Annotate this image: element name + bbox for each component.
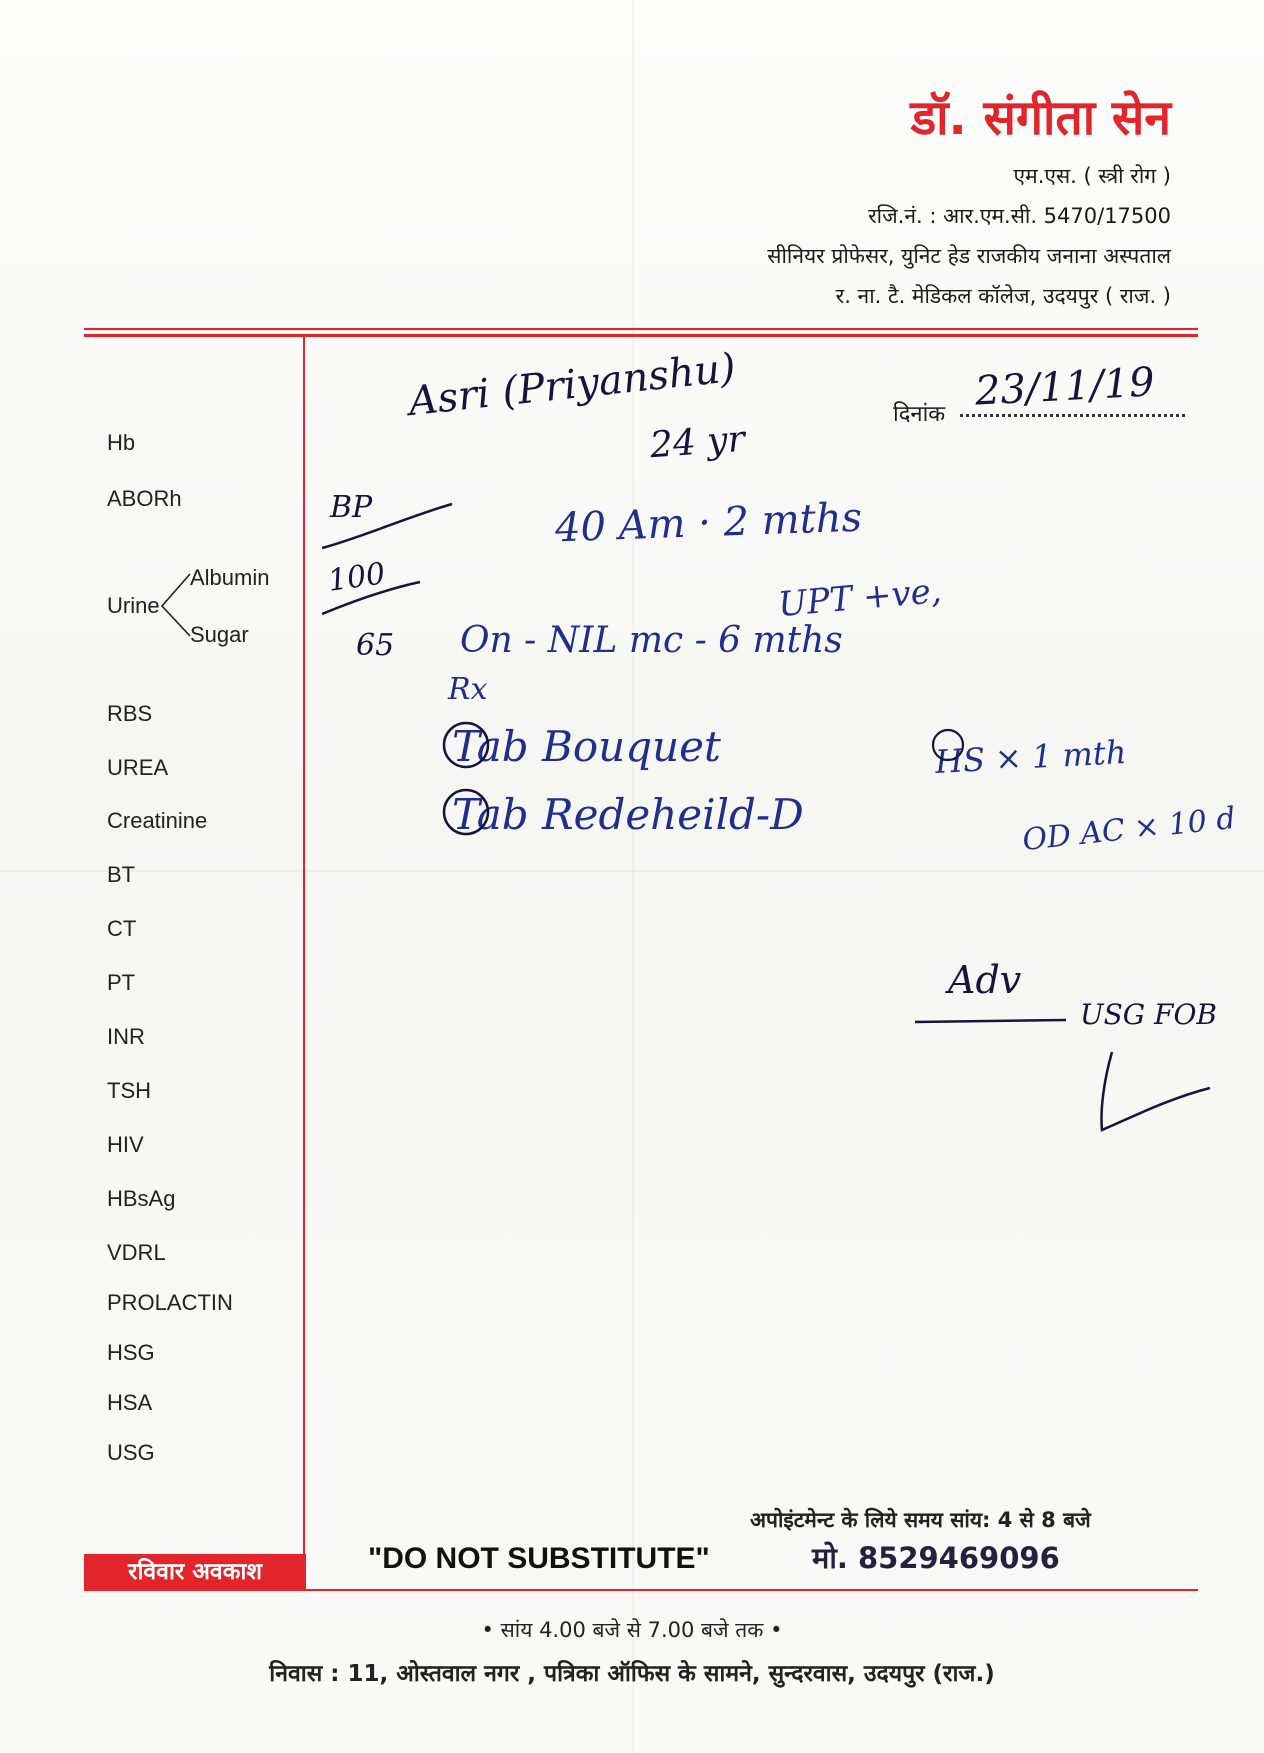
advice-note: USG FOB (1080, 998, 1218, 1031)
history-line-1: 40 Am · 2 mths (554, 494, 863, 552)
test-tsh: TSH (107, 1078, 151, 1103)
test-prolactin: PROLACTIN (107, 1290, 233, 1315)
doctor-designation: सीनियर प्रोफेसर, युनिट हेड राजकीय जनाना अस्पताल (767, 244, 1171, 268)
test-pt: PT (107, 970, 136, 995)
medical-college: र. ना. टै. मेडिकल कॉलेज, उदयपुर ( राज. ) (835, 284, 1171, 308)
registration-number: रजि.नं. : आर.एम.सी. 5470/17500 (868, 204, 1171, 228)
appointment-timing: अपोइंटमेन्ट के लिये समय सांय: 4 से 8 बजे (750, 1508, 1091, 1532)
test-urine-sugar: Sugar (190, 622, 249, 647)
test-creatinine: Creatinine (107, 808, 208, 833)
test-rbs: RBS (107, 701, 153, 726)
test-inr: INR (107, 1024, 145, 1049)
test-hsg: HSG (107, 1340, 155, 1365)
bp-systolic: 100 (325, 556, 388, 599)
test-hiv: HIV (107, 1132, 144, 1157)
do-not-substitute: "DO NOT SUBSTITUTE" (368, 1542, 710, 1575)
medicine-1-dose: HS × 1 mth (934, 733, 1128, 781)
prescription-date: 23/11/19 (973, 359, 1156, 415)
test-ct: CT (107, 916, 137, 941)
test-vdrl: VDRL (107, 1240, 166, 1265)
rx-symbol: Rx (448, 672, 488, 707)
advice-label: Adv (948, 958, 1022, 1002)
date-label: दिनांक (893, 402, 946, 427)
doctor-degree: एम.एस. ( स्त्री रोग ) (1013, 164, 1171, 188)
test-usg: USG (107, 1440, 155, 1465)
patient-name: Asri (Priyanshu) (406, 344, 738, 426)
medicine-1: Tab Bouquet (452, 722, 721, 771)
history-line-2: On - NIL mc - 6 mths (460, 620, 843, 661)
bp-diastolic: 65 (356, 628, 395, 663)
test-hsa: HSA (107, 1390, 153, 1415)
patient-age: 24 yr (648, 418, 747, 467)
mobile-number: मो. 8529469096 (812, 1541, 1060, 1575)
medicine-2-dose: OD AC × 10 d (1020, 800, 1238, 859)
test-hbsag: HBsAg (107, 1186, 176, 1211)
bp-label: BP (330, 490, 373, 525)
doctor-name: डॉ. संगीता सेन (910, 90, 1171, 146)
clinic-timing: • सांय 4.00 बजे से 7.00 बजे तक • (481, 1618, 783, 1642)
clinic-address: निवास : 11, ओस्तवाल नगर , पत्रिका ऑफिस के सामने, सुन्दरवास, उदयपुर (राज.) (269, 1661, 995, 1687)
test-urine: Urine (107, 593, 160, 618)
test-urea: UREA (107, 755, 169, 780)
history-upt: UPT +ve, (776, 570, 944, 626)
sunday-holiday-badge: रविवार अवकाश (84, 1554, 306, 1591)
medicine-2: Tab Redeheild-D (452, 790, 804, 839)
test-hb: Hb (107, 430, 136, 455)
test-urine-albumin: Albumin (190, 565, 270, 590)
test-bt: BT (107, 862, 136, 887)
test-aborh: ABORh (107, 486, 182, 511)
